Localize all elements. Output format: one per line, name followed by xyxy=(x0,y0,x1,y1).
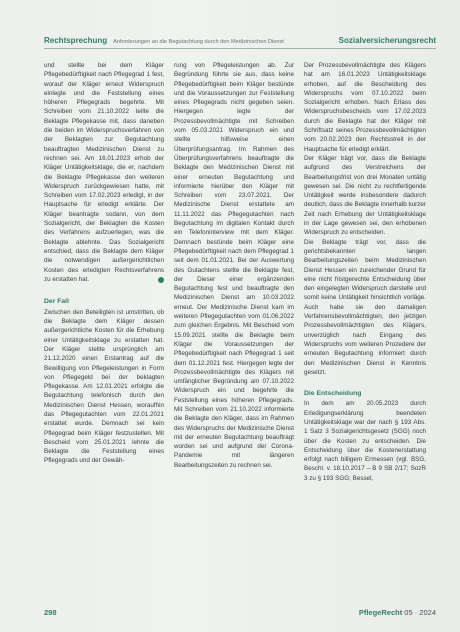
column-1 xyxy=(44,61,164,483)
paragraph: In dem am 20.05.2023 durch Erledigungserklärung beendeten Untätigkeitsklage war der nach § 193 Abs. 1 Satz 3 Sozialgerichtsgesetz (SGG) noch über die Kosten zu entscheiden. Die Entscheidung über die Kostenerstattung erfolgt nach billigem Ermessen (vgl. BSG, Beschl. v. 18.10.2017 – B 9 SB 2/17; SozR 3 zu § 193 SGG; Bessel, xyxy=(304,400,426,482)
paragraph: Zwischen den Beteiligten ist umstritten, ob die Beklagte dem Kläger dessen außergerichtliche Kosten für die Erhebung einer Untätigkeitsklage zu erstatten hat. Der Kläger stellte ursprünglich am 21.12.2020 einen Erstantrag auf die Bewilligung von Pflegeleistungen in Form von Pflegegeld bei der beklagten Pflegekasse. Am 12.01.2021 erfolgte die Begutachtung telefonisch durch den Medizinischen Dienst Hessen, woraufhin das Pflegegutachten vom 22.01.2021 erstattet wurde. Demnach sei kein Pflegegrad beim Kläger festzustellen. Mit Bescheid vom 25.01.2021 lehnte die Beklagte die Feststellung eines Pflegegrads und der Gewäh- xyxy=(44,308,164,465)
text-columns xyxy=(44,61,436,483)
paragraph: Der Kläger trägt vor, dass die Beklagte aufgrund des Verstreichens der Bearbeitungsfrist von drei Monaten untätig gewesen sei. Die nicht zu rechtfertigende Untätigkeit werde insbesondere dadurch deutlich, dass die Beklagte innerhalb kurzer Zeit nach Erhebung der Untätigkeitsklage in der Lage gewesen sei, den erhobenen Widerspruch zu entscheiden. xyxy=(304,154,426,237)
header-left xyxy=(44,36,284,45)
journal-name xyxy=(359,608,436,617)
page-number: 298 xyxy=(44,608,57,617)
paragraph: Der Prozessbevollmächtigte des Klägers hat am 16.01.2023 Untätigkeitsklage erhoben, auf die Bescheidung des Widerspruchs vom 07.10.2022 beim Sozialgericht erhoben. Nach Erlass des Widerspruchsbescheids vom 17.02.2023 durch die Beklagte hat der Kläger mit Schriftsatz seines Prozessbevollmächtigten vom 20.02.2023 den Rechtsstreit in der Hauptsache für erledigt erklärt. xyxy=(304,62,426,153)
paragraph: rung von Pflegeleistungen ab. Zur Begründung führte sie aus, dass keine Pflegebedürftigkeit beim Kläger bestünde und die Voraussetzungen zur Feststellung eines Pflegegrads nicht gegeben seien. Hiergegen legte der Prozessbevollmächtigte mit Schreiben vom 05.03.2021 Widerspruch ein und stellte hilfsweise einen Überprüfungsantrag. Im Rahmen des Überprüfungsverfahrens beauftragte die Beklagte den Medizinischen Dienst mit einer erneuten Begutachtung und informierte hierüber den Kläger mit Schreiben vom 23.07.2021. Der Medizinische Dienst erstattete am 11.11.2022 das Pflegegutachten nach Begutachtung im digitalen Kontakt durch ein Telefoninterview mit dem Kläger. Demnach bestünde beim Kläger eine Pflegebedürftigkeit nach dem Pflegegrad 1 seit dem 01.01.2021. Bei der Auswertung des Gutachtens stellte die Beklagte fest, der Dieser einer ergänzenden Begutachtung fest und beauftragte den Medizinischen Dienst am 10.03.2022 erneut. Der Medizinische Dienst kam im weiteren Pflegegutachten vom 01.06.2022 zum gleichen Ergebnis. Mit Bescheid vom 15.09.2021 stellte die Beklagte beim Kläger die Voraussetzungen der Pflegebedürftigkeit nach Pflegegrad 1 seit dem 01.12.2021 fest. Hiergegen legte der Prozessbevollmächtigte des Klägers mit umfänglicher Begründung am 07.10.2022 Widerspruch ein und begehrte die Feststellung eines höheren Pflegegrads. Mit Schreiben vom 21.10.2022 informierte die Beklagte den Kläger, dass im Rahmen des Widerspruchs der Medizinische Dienst mit der erneuten Begutachtung beauftragt worden sei und aufgrund der Corona-Pandemie mit längeren Bearbeitungszeiten zu rechnen sei. xyxy=(174,62,294,469)
section-heading-fall: Der Fall xyxy=(44,298,69,306)
paragraph: Die Beklagte trägt vor, dass die gerichtsbekannten langen Bearbeitungszeiten beim Medizinischen Dienst Hessen ein zureichender Grund für eine nicht fristgerechte Entscheidung über den eingelegten Widerspruch darstelle und somit keine Untätigkeit hinsichtlich vorläge. Auch habe sie den damaligen Verfahrensbevollmächtigten, den jetzigen Prozessbevollmächtigten des Klägers, unverzüglich nach Eingang des Widerspruchs vom weiteren Prozedere der erneuten Begutachtung informiert durch den Medizinischen Dienst in Kenntnis gesetzt. xyxy=(304,238,426,376)
running-header xyxy=(44,36,436,49)
category-label: Sozialversicherungsrecht xyxy=(338,36,436,45)
paragraph: und stellte bei dem Kläger Pflegebedürftigkeit nach Pflegegrad 1 fest, worauf der Kläger erneut Widerspruch einlegte und die Feststellung eines höheren Pflegegrads begehrte. Mit Schreiben vom 21.10.2022 teilte die Beklagte Pflegekasse mit, dass daneben die beiden im Widerspruchsverfahren von der Beklagten zur Begutachtung beauftragten Medizinischen Dienst zu rechnen sei. Am 16.01.2023 erhob der Kläger Untätigkeitsklage, die er, nachdem die Beklagte Pflegekasse den weiteren Widerspruch zurückgewiesen hatte, mit Schreiben vom 17.02.2023 erledigt, in der Hauptsache für erledigt erklärte. Der Kläger beantragte sodann, von dem Sozialgericht, der Beklagten die Kosten des Verfahrens aufzuerlegen, was die Beklagte ablehnte. Das Sozialgericht entschied, dass die Beklagte dem Kläger die notwendigen außergerichtlichen Kosten des erledigten Rechtsverfahrens zu erstatten hat. xyxy=(44,62,164,283)
header-subtitle: Anforderungen an die Begutachtung durch den Medizinischen Dienst xyxy=(113,39,284,45)
column-3 xyxy=(304,61,426,483)
journal-title: PflegeRecht xyxy=(358,608,403,617)
section-title: Rechtsprechung xyxy=(44,36,108,45)
column-2 xyxy=(174,61,294,483)
page-footer xyxy=(44,608,436,617)
section-heading-entscheidung: Die Entscheidung xyxy=(304,390,362,398)
journal-issue: 05 · 2024 xyxy=(404,608,436,617)
